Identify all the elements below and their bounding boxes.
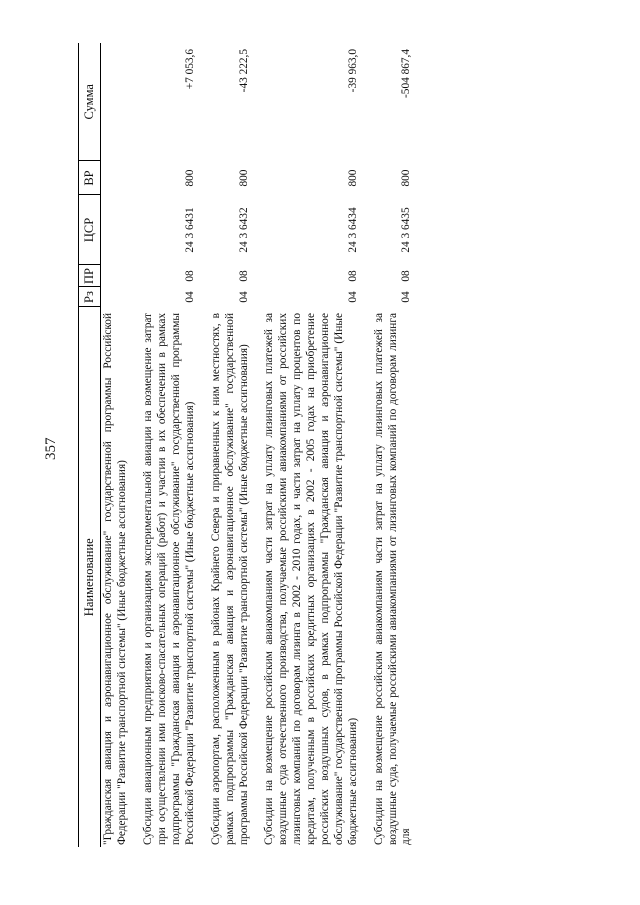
header-rz: Рз xyxy=(79,287,101,307)
table-row xyxy=(101,43,133,847)
row-sum: -43 222,5 xyxy=(237,49,250,93)
table-row xyxy=(201,43,255,847)
row-rz: 04 xyxy=(237,291,250,303)
row-rz: 04 xyxy=(346,291,359,303)
budget-table xyxy=(78,43,417,847)
header-csr: ЦСР xyxy=(79,195,101,265)
row-sum: -504 867,4 xyxy=(400,49,413,98)
row-pr: 08 xyxy=(183,270,196,282)
row-vr: 800 xyxy=(400,169,413,187)
row-name: Субсидии на возмещение российским авиакомпаниям части затрат на уплату лизинговых платежей за воздушные суда, получаемые российскими авиакомпаниями от лизинговых компаний по договорам лизинга для xyxy=(372,313,413,845)
row-name: Субсидии на возмещение российским авиакомпаниям части затрат на уплату лизинговых платежей за воздушные суда отечественного производства, получаемые российскими авиакомпаниями от российских лизинговых компаний по договорам лизинга в 2002 - 2010 годах, и части затрат на уплату процентов по кредитам, полученным в российских кредитных организациях в 2002 - 2005 годах на приобретение российских воздушных судов, в рамках подпрограммы "Гражданская авиация и аэронавигационное обслуживание" государственной программы Российской Федерации "Развитие транспортной системы" (Иные бюджетные ассигнования) xyxy=(263,313,359,845)
row-csr: 24 3 6434 xyxy=(346,207,359,253)
row-rz xyxy=(101,287,133,307)
row-sum: -39 963,0 xyxy=(346,49,359,93)
row-name: Субсидии аэропортам, расположенным в районах Крайнего Севера и приравненных к ним местностях, в рамках подпрограммы "Гражданская авиация и аэронавигационное обслуживание" государственной программы Российской Федерации "Развитие транспортной системы" (Иные бюджетные ассигнования) xyxy=(209,313,250,845)
row-rz: 04 xyxy=(400,291,413,303)
row-vr: 800 xyxy=(237,169,250,187)
row-csr: 24 3 6435 xyxy=(400,207,413,253)
page-number: 357 xyxy=(43,437,59,460)
row-vr: 800 xyxy=(183,169,196,187)
row-pr xyxy=(101,265,133,287)
table-row xyxy=(133,43,201,847)
row-sum xyxy=(101,43,133,161)
row-csr xyxy=(101,195,133,265)
row-sum: +7 053,6 xyxy=(183,49,196,90)
header-sum: Сумма xyxy=(79,43,101,161)
row-csr: 24 3 6431 xyxy=(183,207,196,253)
table-row xyxy=(254,43,363,847)
row-pr: 08 xyxy=(346,270,359,282)
table-row xyxy=(364,43,418,847)
row-name: "Гражданская авиация и аэронавигационное обслуживание" государственной программы Российской Федерации "Развитие транспортной системы" (Иные бюджетные ассигнования) xyxy=(102,313,129,845)
header-vr: ВР xyxy=(79,161,101,195)
table-header-row xyxy=(79,43,101,847)
row-rz: 04 xyxy=(183,291,196,303)
row-csr: 24 3 6432 xyxy=(237,207,250,253)
header-pr: ПР xyxy=(79,265,101,287)
row-vr xyxy=(101,161,133,195)
row-name: Субсидии авиационным предприятиям и организациям экспериментальной авиации на возмещение затрат при осуществлении ими поисково-спасательных операций (работ) и участии в их обеспечении в рамках подпрограммы "Гражданская авиация и аэронавигационное обслуживание" государственной программы Российской Федерации "Развитие транспортной системы" (Иные бюджетные ассигнования) xyxy=(142,313,196,845)
row-pr: 08 xyxy=(400,270,413,282)
row-vr: 800 xyxy=(346,169,359,187)
row-pr: 08 xyxy=(237,270,250,282)
header-name: Наименование xyxy=(79,307,101,847)
